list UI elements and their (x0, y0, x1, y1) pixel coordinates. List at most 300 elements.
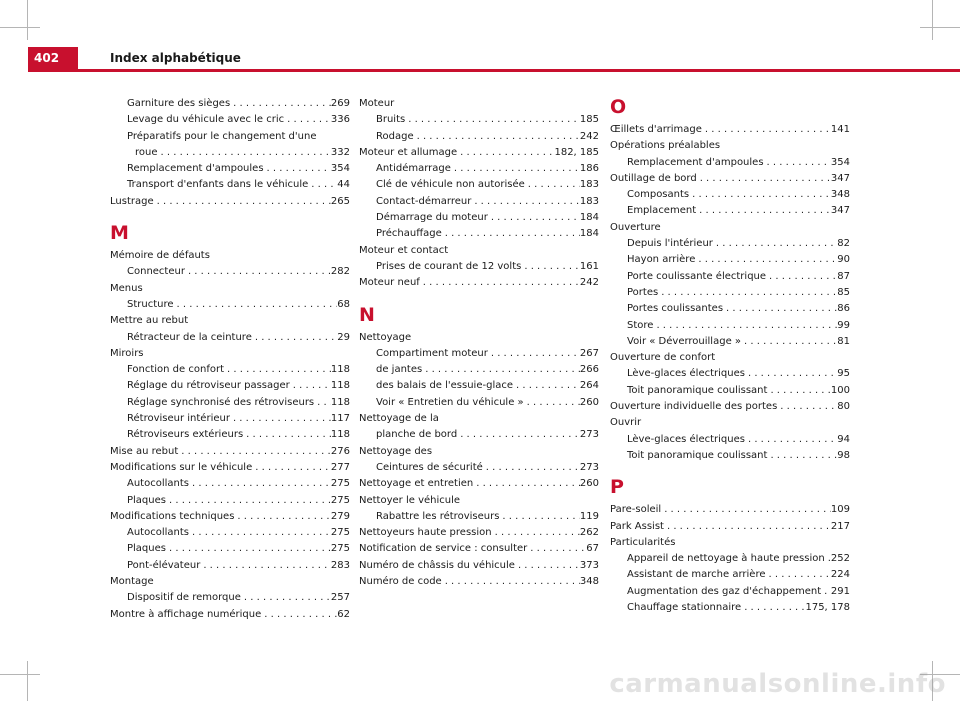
page-reference: 119 (579, 510, 599, 522)
index-entry (359, 378, 599, 394)
index-term: Particularités (610, 536, 676, 548)
dot-leader (664, 519, 831, 535)
index-term: Remplacement d'ampoules (127, 163, 264, 175)
index-heading (359, 411, 599, 427)
page-reference: 99 (837, 319, 850, 331)
index-entry (359, 558, 599, 574)
index-entry (359, 226, 599, 242)
index-term: Emplacement (627, 205, 697, 217)
page-reference: 348 (579, 576, 599, 588)
index-entry (610, 584, 850, 600)
dot-leader (702, 122, 831, 138)
index-term: Nettoyer le véhicule (359, 494, 461, 506)
page-reference: 282 (330, 266, 350, 278)
index-entry (110, 493, 350, 509)
index-heading (110, 346, 350, 362)
dot-leader (777, 399, 837, 415)
index-heading (110, 574, 350, 590)
index-entry (359, 161, 599, 177)
index-entry (610, 366, 850, 382)
index-entry (359, 574, 599, 590)
index-term: Démarrage du moteur (376, 212, 488, 224)
page-reference: 182, 185 (554, 146, 599, 158)
index-term: Plaques (127, 543, 166, 555)
page-reference: 260 (579, 396, 599, 408)
index-term: Portes (627, 286, 659, 298)
index-entry (359, 129, 599, 145)
page-reference: 185 (579, 114, 599, 126)
page-reference: 291 (830, 585, 850, 597)
dot-leader (524, 395, 580, 411)
page-reference: 118 (330, 396, 350, 408)
index-term: Remplacement d'ampoules (627, 156, 764, 168)
dot-leader (314, 395, 331, 411)
index-term: Mise au rebut (110, 445, 179, 457)
page-reference: 275 (330, 527, 350, 539)
index-term: Notification de service : consulter (359, 543, 528, 555)
section-letter: N (359, 303, 375, 326)
index-term: Montre à affichage numérique (110, 608, 262, 620)
page-reference: 252 (830, 553, 850, 565)
crop-mark (932, 0, 933, 40)
index-entry (110, 590, 350, 606)
index-term: Réglage du rétroviseur passager (127, 380, 290, 392)
page-reference: 117 (330, 413, 350, 425)
dot-leader (189, 525, 331, 541)
dot-leader (178, 444, 331, 460)
dot-leader (185, 264, 331, 280)
section-letter: O (610, 96, 627, 118)
index-term: Store (627, 319, 654, 331)
index-heading (359, 444, 599, 460)
dot-leader (158, 145, 331, 161)
page-reference: 183 (579, 195, 599, 207)
crop-mark (27, 0, 28, 40)
index-term: Prises de courant de 12 volts (376, 260, 522, 272)
index-term: Compartiment moteur (376, 347, 488, 359)
index-entry (110, 330, 350, 346)
index-term: Depuis l'intérieur (627, 238, 713, 250)
dot-leader (451, 161, 580, 177)
dot-leader (695, 252, 837, 268)
index-entry (610, 203, 850, 219)
index-term: Park Assist (610, 520, 664, 532)
index-term: Autocollants (127, 527, 189, 539)
index-column-1 (110, 96, 350, 623)
index-term: Dispositif de remorque (127, 592, 241, 604)
dot-leader (741, 600, 805, 616)
index-entry (359, 177, 599, 193)
index-entry (610, 236, 850, 252)
index-term: Appareil de nettoyage à haute pression (627, 553, 825, 565)
page-reference: 118 (330, 364, 350, 376)
index-term: Pare-soleil (610, 504, 662, 516)
index-entry (610, 502, 850, 518)
page-reference: 267 (579, 347, 599, 359)
index-entry (110, 427, 350, 443)
page-reference: 347 (830, 172, 850, 184)
dot-leader (653, 318, 837, 334)
dot-leader (525, 177, 580, 193)
index-term: Mémoire de défauts (110, 250, 210, 262)
dot-leader (308, 177, 337, 193)
page-reference: 62 (337, 608, 350, 620)
page-reference: 242 (579, 277, 599, 289)
index-entry (610, 122, 850, 138)
dot-leader (166, 493, 331, 509)
index-entry (359, 210, 599, 226)
index-entry (359, 509, 599, 525)
page-reference: 275 (330, 543, 350, 555)
dot-leader (767, 383, 830, 399)
index-entry (610, 285, 850, 301)
index-heading (110, 129, 350, 145)
index-term: Rétroviseurs extérieurs (127, 429, 244, 441)
index-entry (610, 269, 850, 285)
dot-leader (234, 509, 330, 525)
page-reference: 224 (830, 569, 850, 581)
index-term: Nettoyage de la (359, 413, 439, 425)
index-entry (110, 264, 350, 280)
page-reference: 354 (830, 156, 850, 168)
index-entry (359, 427, 599, 443)
index-entry (110, 96, 350, 112)
dot-leader (658, 285, 837, 301)
dot-leader (457, 427, 580, 443)
index-term: Contact-démarreur (376, 195, 472, 207)
crop-mark (27, 661, 28, 701)
crop-mark (920, 27, 960, 28)
index-term: Ouvrir (610, 417, 642, 429)
index-entry (610, 383, 850, 399)
page-reference: 184 (579, 212, 599, 224)
index-entry (610, 252, 850, 268)
page-reference: 347 (830, 205, 850, 217)
page-reference: 86 (837, 303, 850, 315)
index-term: Moteur et allumage (359, 146, 458, 158)
dot-leader (689, 187, 831, 203)
index-term: Plaques (127, 494, 166, 506)
index-term: Transport d'enfants dans le véhicule (127, 179, 309, 191)
index-heading (110, 313, 350, 329)
index-entry (359, 145, 599, 161)
index-entry (359, 525, 599, 541)
index-term: Ouverture de confort (610, 352, 716, 364)
index-term: Lustrage (110, 195, 154, 207)
index-term: Rodage (376, 130, 414, 142)
index-term: Numéro de châssis du véhicule (359, 559, 515, 571)
dot-leader (766, 269, 837, 285)
index-entry (110, 460, 350, 476)
page-reference: 95 (837, 368, 850, 380)
index-term: Modifications sur le véhicule (110, 461, 253, 473)
index-term: Autocollants (127, 478, 189, 490)
dot-leader (422, 362, 580, 378)
index-entry (110, 525, 350, 541)
index-entry (110, 161, 350, 177)
index-term: Augmentation des gaz d'échappement (627, 585, 822, 597)
page-reference: 68 (337, 298, 350, 310)
section-letter: P (610, 476, 624, 499)
index-term: Voir « Déverrouillage » (627, 335, 742, 347)
index-entry (110, 177, 350, 193)
index-entry (610, 448, 850, 464)
index-entry (359, 259, 599, 275)
index-term: Préparatifs pour le changement d'une (127, 130, 317, 142)
page-reference: 276 (330, 445, 350, 457)
dot-leader (200, 558, 331, 574)
page-title: Index alphabétique (110, 51, 241, 65)
index-entry (359, 362, 599, 378)
index-entry (610, 519, 850, 535)
dot-leader (697, 171, 831, 187)
index-entry (359, 194, 599, 210)
index-term: Miroirs (110, 347, 144, 359)
page-reference: 275 (330, 494, 350, 506)
index-entry (359, 541, 599, 557)
dot-leader (284, 112, 331, 128)
index-term: Préchauffage (376, 228, 442, 240)
dot-leader (174, 297, 338, 313)
dot-leader (224, 362, 331, 378)
page-reference: 175, 178 (805, 602, 850, 614)
dot-leader (230, 411, 331, 427)
page-reference: 273 (579, 429, 599, 441)
index-entry (610, 567, 850, 583)
page-reference: 94 (837, 433, 850, 445)
index-term: Clé de véhicule non autorisée (376, 179, 525, 191)
crop-mark (0, 27, 40, 28)
index-term: Opérations préalables (610, 140, 721, 152)
dot-leader (473, 476, 580, 492)
index-entry (110, 444, 350, 460)
index-term: Mettre au rebut (110, 315, 189, 327)
page-reference: 373 (579, 559, 599, 571)
index-term: Modifications techniques (110, 510, 235, 522)
index-term: Nettoyage des (359, 445, 433, 457)
index-term: Ouverture individuelle des portes (610, 401, 778, 413)
dot-leader (488, 346, 580, 362)
index-term: Outillage de bord (610, 172, 697, 184)
index-entry (359, 460, 599, 476)
dot-leader (661, 502, 831, 518)
page-reference: 279 (330, 510, 350, 522)
index-term: Moteur et contact (359, 244, 449, 256)
dot-leader (766, 567, 831, 583)
dot-leader (741, 334, 837, 350)
page-reference: 273 (579, 461, 599, 473)
index-heading (610, 415, 850, 431)
page-reference: 81 (837, 335, 850, 347)
index-heading (359, 243, 599, 259)
index-term: Numéro de code (359, 576, 442, 588)
dot-leader (527, 541, 586, 557)
index-entry (110, 509, 350, 525)
dot-leader (405, 112, 580, 128)
index-entry (610, 318, 850, 334)
index-term: Structure (127, 298, 174, 310)
index-term: Pont-élévateur (127, 559, 201, 571)
index-entry (110, 112, 350, 128)
index-term: Chauffage stationnaire (627, 602, 742, 614)
index-term: Moteur (359, 98, 395, 109)
index-entry (110, 194, 350, 210)
dot-leader (696, 203, 831, 219)
index-column-2 (359, 96, 599, 590)
page-reference: 90 (837, 254, 850, 266)
page-reference: 100 (830, 384, 850, 396)
page-reference: 217 (830, 520, 850, 532)
index-term: Garniture des sièges (127, 98, 231, 109)
page-reference: 336 (330, 114, 350, 126)
index-term: Menus (110, 282, 143, 294)
page-reference: 262 (579, 527, 599, 539)
index-entry (610, 334, 850, 350)
dot-leader (241, 590, 331, 606)
index-term: Fonction de confort (127, 364, 224, 376)
index-entry (110, 541, 350, 557)
index-term: Porte coulissante électrique (627, 270, 767, 282)
page-reference: 257 (330, 592, 350, 604)
dot-leader (290, 378, 331, 394)
dot-leader (764, 155, 831, 171)
dot-leader (154, 194, 331, 210)
page-reference: 354 (330, 163, 350, 175)
dot-leader (821, 584, 831, 600)
index-entry (359, 346, 599, 362)
index-heading (610, 535, 850, 551)
crop-mark (0, 674, 40, 675)
dot-leader (457, 145, 554, 161)
index-term: Ceintures de sécurité (376, 461, 483, 473)
dot-leader (442, 574, 580, 590)
index-term: Antidémarrage (376, 163, 451, 175)
index-term: Rétracteur de la ceinture (127, 331, 252, 343)
index-term: Connecteur (127, 266, 185, 278)
page-reference: 118 (330, 380, 350, 392)
page-reference: 332 (330, 146, 350, 158)
index-term: planche de bord (376, 429, 458, 441)
index-term: roue (135, 146, 158, 158)
index-entry (610, 187, 850, 203)
dot-leader (252, 330, 337, 346)
index-term: Toit panoramique coulissant (627, 449, 768, 461)
page-reference: 161 (579, 260, 599, 272)
index-entry (610, 551, 850, 567)
section-letter: M (110, 222, 129, 245)
page-reference: 44 (337, 179, 350, 191)
dot-leader (745, 432, 837, 448)
page-reference: 260 (579, 478, 599, 490)
index-column-3 (610, 96, 850, 616)
dot-leader (515, 558, 580, 574)
dot-leader (492, 525, 580, 541)
index-heading (610, 220, 850, 236)
index-term: Rabattre les rétroviseurs (376, 510, 500, 522)
watermark: carmanualsonline.info (609, 669, 946, 699)
dot-leader (414, 129, 580, 145)
index-entry (110, 378, 350, 394)
dot-leader (723, 301, 837, 317)
dot-leader (767, 448, 837, 464)
page-reference: 184 (579, 228, 599, 240)
page-reference: 266 (579, 364, 599, 376)
index-entry (110, 395, 350, 411)
index-term: des balais de l'essuie-glace (376, 380, 513, 392)
page-reference: 109 (830, 504, 850, 516)
page-reference: 277 (330, 461, 350, 473)
index-term: Lève-glaces électriques (627, 433, 745, 445)
index-term: Composants (627, 189, 690, 201)
index-entry (359, 112, 599, 128)
index-term: Ouverture (610, 221, 661, 233)
index-term: Bruits (376, 114, 406, 126)
index-term: Œillets d'arrimage (610, 124, 702, 135)
page-reference: 85 (837, 286, 850, 298)
page-reference: 265 (330, 195, 350, 207)
page-reference: 183 (579, 179, 599, 191)
page-reference: 118 (330, 429, 350, 441)
dot-leader (442, 226, 580, 242)
index-term: Toit panoramique coulissant (627, 384, 768, 396)
index-entry (610, 171, 850, 187)
page-reference: 348 (830, 189, 850, 201)
index-term: Nettoyage (359, 331, 412, 343)
page-reference: 242 (579, 130, 599, 142)
index-term: Réglage synchronisé des rétroviseurs (127, 396, 315, 408)
index-term: Voir « Entretien du véhicule » (376, 396, 524, 408)
index-entry (110, 145, 350, 161)
dot-leader (488, 210, 580, 226)
dot-leader (420, 275, 580, 291)
index-term: Assistant de marche arrière (627, 569, 766, 581)
index-entry (110, 362, 350, 378)
index-term: de jantes (376, 364, 423, 376)
index-entry (610, 155, 850, 171)
page-reference: 87 (837, 270, 850, 282)
index-term: Moteur neuf (359, 277, 420, 289)
page-reference: 283 (330, 559, 350, 571)
index-entry (359, 275, 599, 291)
index-entry (610, 399, 850, 415)
index-term: Nettoyage et entretien (359, 478, 474, 490)
index-entry (359, 476, 599, 492)
index-entry (110, 476, 350, 492)
dot-leader (499, 509, 579, 525)
dot-leader (521, 259, 580, 275)
dot-leader (483, 460, 580, 476)
dot-leader (252, 460, 331, 476)
dot-leader (261, 607, 337, 623)
dot-leader (166, 541, 331, 557)
index-entry (610, 432, 850, 448)
index-term: Portes coulissantes (627, 303, 724, 315)
index-heading (359, 330, 599, 346)
index-entry (610, 600, 850, 616)
index-heading (110, 281, 350, 297)
index-term: Rétroviseur intérieur (127, 413, 230, 425)
dot-leader (745, 366, 837, 382)
index-term: Montage (110, 576, 154, 588)
page-reference: 264 (579, 380, 599, 392)
header-rule (28, 69, 960, 72)
page-reference: 269 (330, 98, 350, 109)
index-entry (110, 558, 350, 574)
dot-leader (264, 161, 331, 177)
dot-leader (189, 476, 331, 492)
index-heading (110, 248, 350, 264)
index-term: Levage du véhicule avec le cric (127, 114, 285, 126)
